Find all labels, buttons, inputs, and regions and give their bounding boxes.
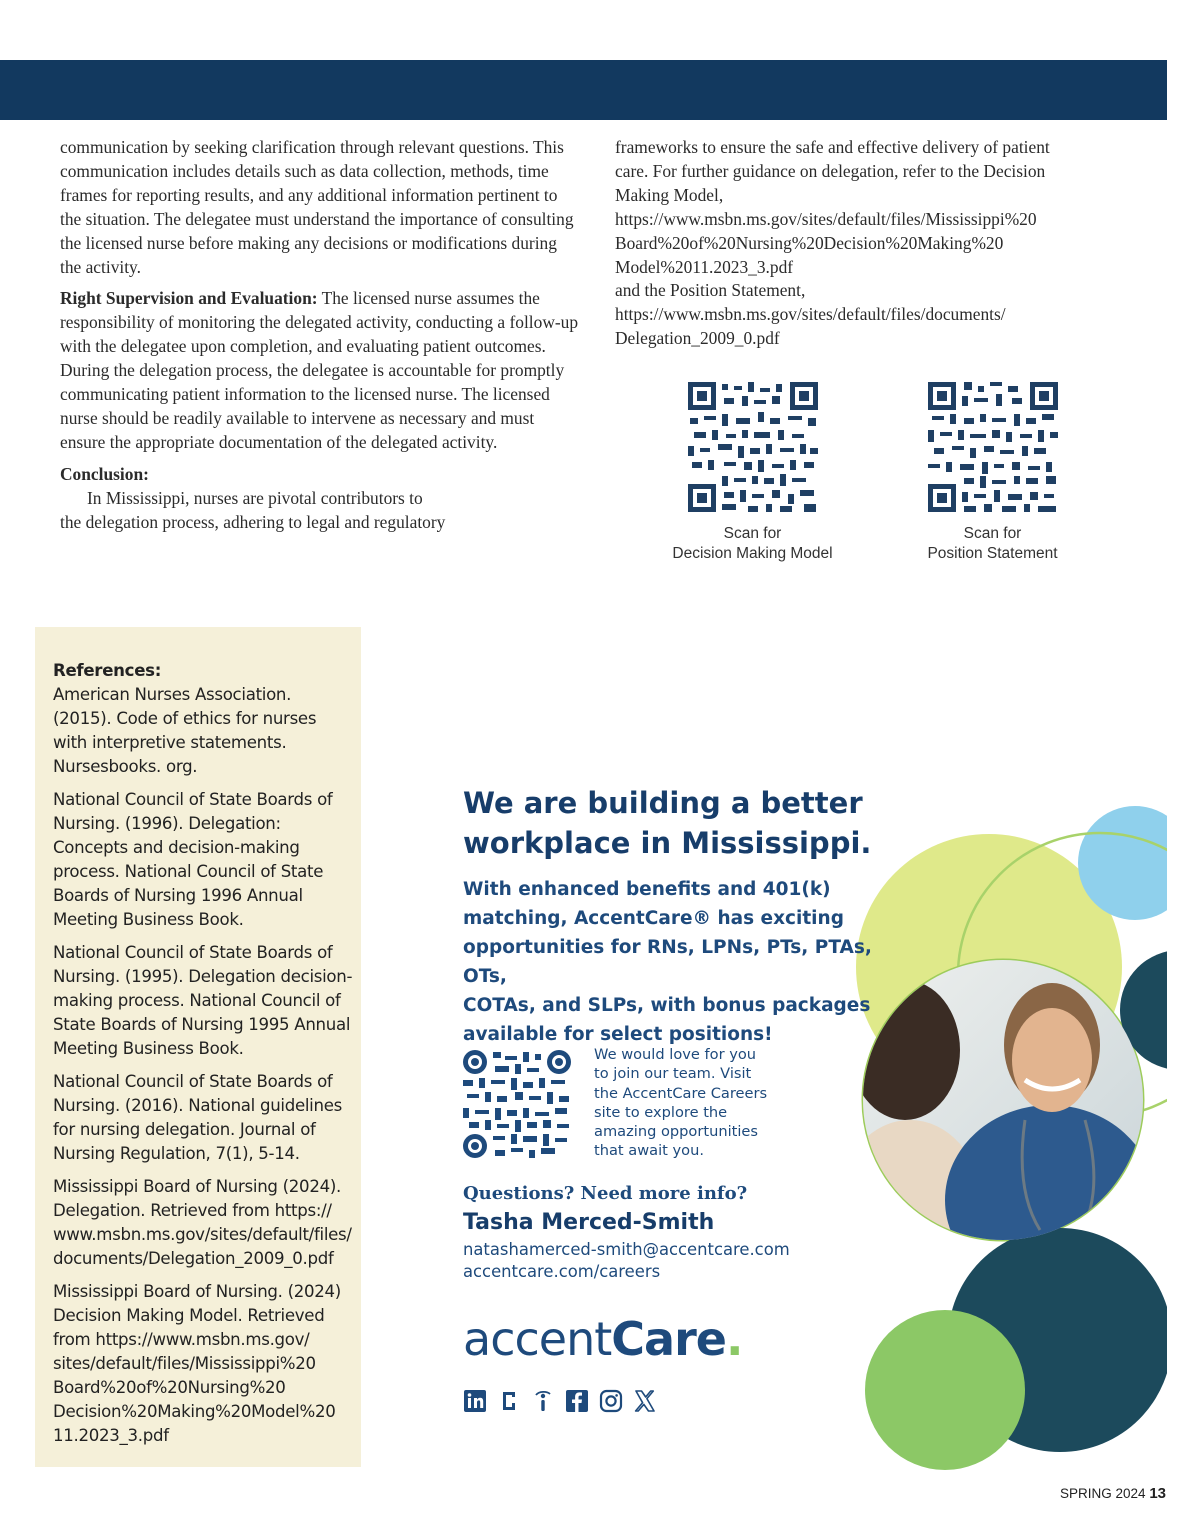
qr-caption-line2: Position Statement — [927, 545, 1058, 562]
issue-season: SPRING 2024 — [1060, 1486, 1146, 1501]
accentcare-ad — [440, 780, 1167, 1480]
ad-headline-line2: workplace in Mississippi. — [463, 826, 872, 860]
reference-item: National Council of State Boards of Nursing. (1995). Delegation decision-making process. National Council of State Boards of Nursing 1995 Annual Meeting Business Book. — [53, 943, 353, 1058]
careers-url-link[interactable]: accentcare.com/careers — [463, 1262, 661, 1281]
right-line-7: and the Position Statement, — [615, 280, 806, 301]
contact-email-link[interactable]: natashamerced-smith@accentcare.com — [463, 1240, 790, 1259]
paragraph-communication: communication by seeking clarification through relevant questions. This communication includes details such as data collection, methods, time frames for reporting results, and any additional information pertinent to the situation. The delegatee must understand the importance of consulting the licensed nurse before making any decisions or modifications during the activity. — [60, 137, 574, 277]
page-number: 13 — [1149, 1485, 1166, 1502]
ad-visit-line4: site to explore the — [594, 1103, 728, 1121]
qr-position-statement[interactable] — [905, 382, 1080, 564]
right-line-1: frameworks to ensure the safe and effective delivery of patient — [615, 137, 1050, 157]
qr-caption-line1: Scan for — [963, 525, 1022, 542]
logo-care: Care — [611, 1312, 726, 1366]
article-left-column — [60, 136, 580, 535]
position-statement-link[interactable]: https://www.msbn.ms.gov/sites/default/files/documents/ — [615, 304, 1006, 325]
ad-sub-line4: COTAs, and SLPs, with bonus packages — [463, 995, 871, 1016]
ad-subtext — [463, 875, 883, 1049]
reference-item: Mississippi Board of Nursing (2024). Delegation. Retrieved from https:// www.msbn.ms.gov/sites/default/files/ documents/Delegation_2009_0.pdf — [53, 1177, 352, 1268]
conclusion-line-2: the delegation process, adhering to legal and regulatory — [60, 511, 446, 532]
article-right-column — [615, 136, 1145, 351]
reference-item: National Council of State Boards of Nursing. (1996). Delegation: Concepts and decision-making process. National Council of State Boards of Nursing 1996 Annual Meeting Business Book. — [53, 790, 333, 929]
ad-headline-line1: We are building a better — [463, 786, 863, 820]
conclusion-heading: Conclusion: — [60, 463, 149, 484]
paragraph-supervision — [60, 287, 580, 454]
position-statement-link-2[interactable]: Delegation_2009_0.pdf — [615, 328, 780, 349]
ad-visit-text — [594, 1045, 804, 1161]
ad-questions: Questions? Need more info? — [463, 1183, 748, 1204]
header-banner — [0, 60, 1167, 120]
right-line-3: Making Model, — [615, 184, 724, 205]
qr-code-icon[interactable] — [928, 382, 1058, 512]
reference-item: National Council of State Boards of Nursing. (2016). National guidelines for nursing delegation. Journal of Nursing Regulation, 7(1), 5-14. — [53, 1072, 342, 1163]
qr-code-icon[interactable] — [688, 382, 818, 512]
careers-qr-icon[interactable] — [463, 1050, 571, 1158]
supervision-text: The licensed nurse assumes the responsibility of monitoring the delegated activity, conducting a follow-up with the delegatee upon completion, and evaluating patient outcomes. During the delegation process, the delegatee is accountable for promptly communicating patient information to the licensed nurse. The licensed nurse should be readily available to intervene as necessary and must ensure the appropriate documentation of the delegated activity. — [60, 288, 579, 452]
ad-headline — [463, 783, 933, 863]
instagram-icon[interactable] — [599, 1389, 623, 1413]
ad-visit-line6: that await you. — [594, 1142, 704, 1160]
accentcare-logo: accentCare. — [463, 1312, 743, 1366]
decision-model-link-3[interactable]: Model%2011.2023_3.pdf — [615, 256, 794, 277]
facebook-icon[interactable] — [565, 1389, 589, 1413]
logo-accent: accent — [463, 1312, 612, 1366]
references-box — [35, 627, 361, 1467]
ad-sub-line5: available for select positions! — [463, 1024, 773, 1045]
ad-visit-line3: the AccentCare Careers — [594, 1084, 768, 1102]
decision-model-link-2[interactable]: Board%20of%20Nursing%20Decision%20Making%20 — [615, 232, 1004, 253]
reference-item: American Nurses Association. (2015). Code of ethics for nurses with interpretive statements. Nursesbooks. org. — [53, 685, 317, 776]
glassdoor-icon[interactable] — [497, 1389, 521, 1413]
page-footer — [1060, 1485, 1166, 1502]
qr-decision-model[interactable] — [660, 382, 845, 564]
ad-sub-line2: matching, AccentCare® has exciting — [463, 908, 844, 929]
supervision-heading: Right Supervision and Evaluation: — [60, 288, 318, 309]
ad-visit-line2: to join our team. Visit — [594, 1065, 752, 1083]
ad-sub-line1: With enhanced benefits and 401(k) — [463, 879, 831, 900]
qr-caption-line1: Scan for — [723, 525, 782, 542]
ad-visit-line1: We would love for you — [594, 1046, 757, 1063]
indeed-icon[interactable] — [531, 1389, 555, 1413]
references-heading: References: — [53, 661, 162, 680]
conclusion-line-1: In Mississippi, nurses are pivotal contributors to — [87, 487, 423, 508]
social-icons — [463, 1389, 657, 1413]
decision-model-link[interactable]: https://www.msbn.ms.gov/sites/default/files/Mississippi%20 — [615, 208, 1037, 229]
right-line-2: care. For further guidance on delegation, refer to the Decision — [615, 160, 1046, 181]
ad-sub-line3: opportunities for RNs, LPNs, PTs, PTAs, OTs, — [463, 937, 872, 987]
reference-item: Mississippi Board of Nursing. (2024) Decision Making Model. Retrieved from https://www.msbn.ms.gov/ sites/default/files/Mississippi%20 Board%20of%20Nursing%20 Decision%20Making%20Model%20 11.2023_3.pdf — [53, 1282, 341, 1445]
ad-visit-line5: amazing opportunities — [594, 1123, 758, 1141]
qr-caption-line2: Decision Making Model — [672, 545, 833, 562]
contact-name: Tasha Merced-Smith — [463, 1210, 715, 1235]
x-icon[interactable] — [633, 1389, 657, 1413]
linkedin-icon[interactable] — [463, 1389, 487, 1413]
